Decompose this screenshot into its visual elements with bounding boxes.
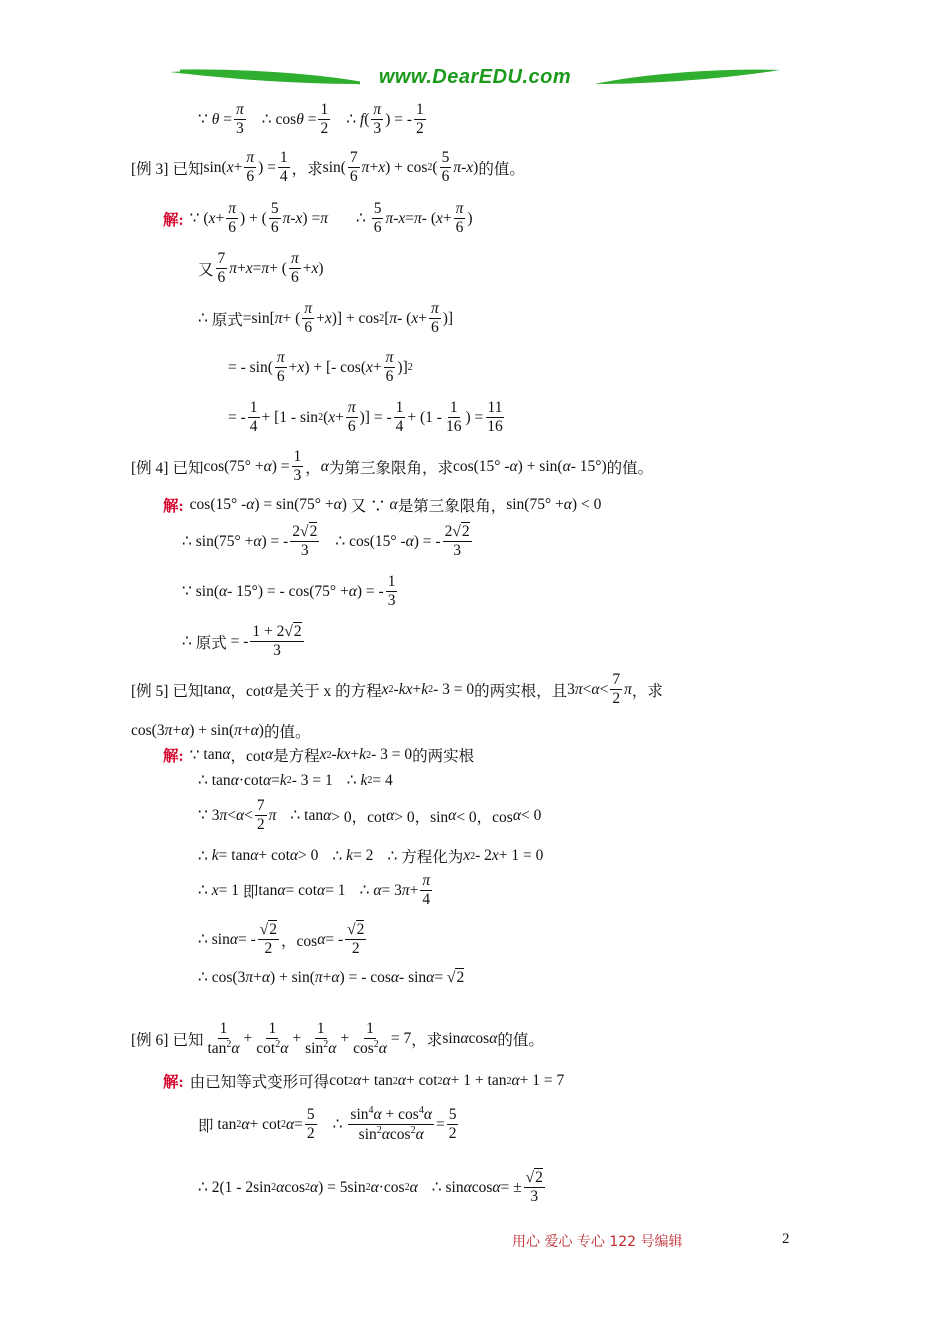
- example-4-solution-1: 解: cos(15° - α ) = sin(75° + α ) 又 ∵ α 是第三象限角， sin(75° + α ) < 0: [163, 496, 602, 515]
- site-logo: www.DearEDU.com: [378, 66, 572, 88]
- example-5-solution-3: ∵ 3 π < α < $\frac{7}{2}$ π ∴ tan α > 0，cot α > 0，sin α < 0，cos α < 0: [198, 797, 542, 834]
- page-number: 2: [782, 1231, 790, 1247]
- example-5-solution-7: ∴ cos(3 π + α ) + sin( π + α ) = - cos α - sin α = √ 2: [198, 968, 465, 986]
- example-4-solution-2: ∴ sin(75° + α ) = - $\frac{2√2}{3}$ ∴ cos(15° - α ) = - $\frac{2√2}{3}$: [182, 523, 470, 560]
- example-3-solution-4: = - sin( $\frac{\pi}{6}$ + x ) + [- cos( x + $\frac{\pi}{6}$ )] 2: [228, 349, 413, 386]
- example-3-solution-1: 解: ∵ ( x + $\frac{\pi}{6}$ ) + ( $\frac{5}{6}$ π - x ) = π ∴ $\frac{5}{6}$ π - x = π - ( x + $\frac{\pi}{6}$ ): [163, 200, 473, 237]
- example-4-statement: [例 4] 已知 cos(75° + α ) = $\frac{1}{3}$ ， α 为第三象限角，求 cos(15° - α ) + sin( α - 15°) 的值。: [131, 448, 654, 485]
- example-6-solution-1: 解: 由已知等式变形可得 cot 2 α + tan 2 α + cot 2 α + 1 + tan 2 α + 1 = 7: [163, 1072, 565, 1091]
- example-6-solution-3: ∴ 2(1 - 2sin 2 α cos 2 α ) = 5sin 2 α ·cos 2 α ∴ sin α cos α = ± $\frac{√2}{3}$: [198, 1169, 543, 1206]
- example-3-solution-2: 又 $\frac{7}{6}$ π + x = π + ( $\frac{\pi}{6}$ + x ): [198, 250, 324, 287]
- example-3-statement: [例 3] 已知 sin( x + $\frac{\pi}{6}$ ) = $\frac{1}{4}$ ，求 sin( $\frac{7}{6}$ π + x ) + cos 2 ( $\frac{5}{6}$ π - x ) 的值。: [131, 149, 525, 186]
- example-4-solution-4: ∴ 原式 = - $\frac{1 + 2√2}{3}$: [182, 623, 302, 660]
- example-6-solution-2: 即 tan 2 α + cot 2 α = $\frac{5}{2}$ ∴ $\frac{\sin^4\alpha + \cos^4\alpha}{\sin^2\alpha\cos^2\alpha}$ = $\frac{5}{2}$: [198, 1105, 457, 1144]
- example-5-statement-2: cos(3 π + α ) + sin( π + α ) 的值。: [131, 722, 311, 741]
- example-5-solution-1: 解: ∵ tan α ，cot α 是方程 x 2 - kx + k 2 - 3 = 0 的两实根: [163, 746, 475, 765]
- example-5-solution-2: ∴ tan α ·cot α = k 2 - 3 = 1 ∴ k 2 = 4: [198, 771, 393, 789]
- example-3-solution-5: = - $\frac{1}{4}$ + [1 - sin 2 ( x + $\frac{\pi}{6}$ )] = - $\frac{1}{4}$ + (1 - $\frac{1}{16}$ ) = $\frac{11}{16}$: [228, 399, 503, 436]
- example-5-statement-1: [例 5] 已知 tan α ，cot α 是关于 x 的方程 x 2 - kx + k 2 - 3 = 0 的两实根，且 3 π < α < $\frac{7}{2}$ π ，求: [131, 671, 663, 708]
- example-3-solution-3: ∴ 原式 =sin[ π + ( $\frac{\pi}{6}$ + x )] + cos 2 [ π - ( x + $\frac{\pi}{6}$ )]: [198, 300, 454, 337]
- example-5-solution-5: ∴ x = 1 即 tan α = cot α = 1 ∴ α = 3 π + $\frac{\pi}{4}$: [198, 872, 431, 909]
- example-5-solution-4: ∴ k = tan α + cot α > 0 ∴ k = 2 ∴ 方程化为 x 2 - 2 x + 1 = 0: [198, 847, 544, 866]
- footer-credit: 用心 爱心 专心 122 号编辑: [512, 1234, 683, 1250]
- intro-line: ∵ θ = $\frac{\pi}{3}$ ∴ cos θ = $\frac{1}{2}$ ∴ f ( $\frac{\pi}{3}$ ) = - $\frac{1}{2}$: [198, 101, 424, 138]
- example-4-solution-3: ∵ sin( α - 15°) = - cos(75° + α ) = - $\frac{1}{3}$: [182, 573, 396, 610]
- example-6-statement: [例 6] 已知 $\frac{1}{\tan^2\alpha}$ + $\frac{1}{\cot^2\alpha}$ + $\frac{1}{\sin^2\alpha}$ + $\frac{1}{\cos^2\alpha}$ = 7 ，求 sin α cos α 的值。: [131, 1020, 544, 1058]
- example-5-solution-6: ∴ sin α = - $\frac{√2}{2}$ ，cos α = - $\frac{√2}{2}$: [198, 921, 365, 958]
